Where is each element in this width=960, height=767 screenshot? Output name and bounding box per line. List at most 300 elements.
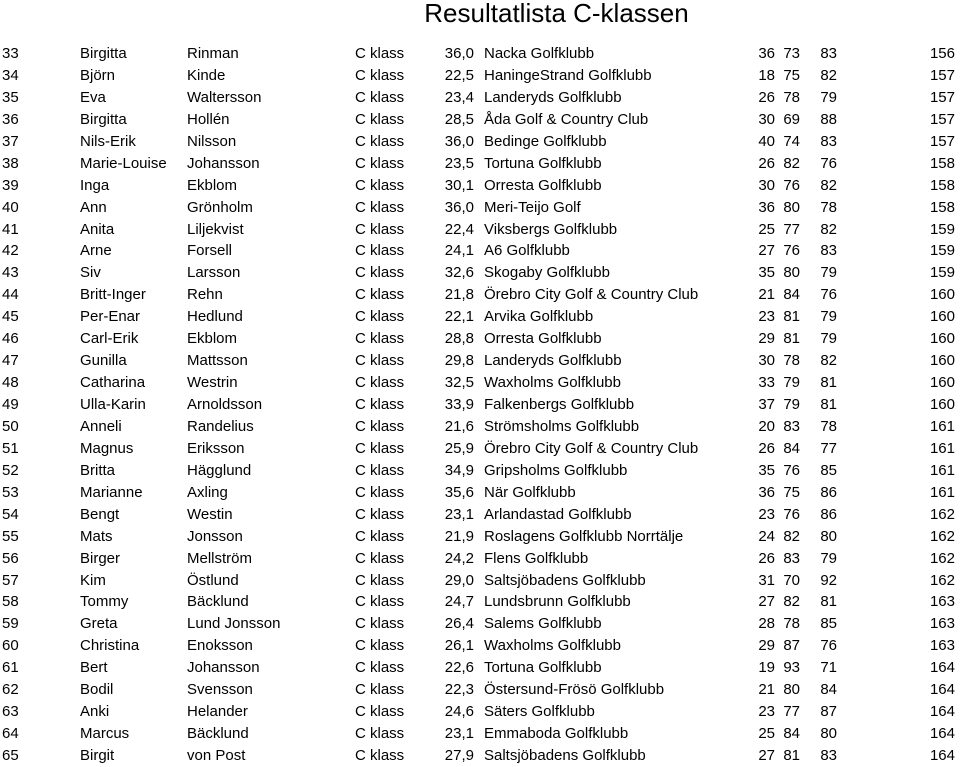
table-row (0, 416, 960, 438)
handicap-cell: 32,6 (444, 264, 474, 282)
table-row (0, 65, 960, 87)
score-3-cell: 84 (820, 681, 837, 699)
last-name-cell: Waltersson (187, 88, 262, 106)
score-2-cell: 78 (783, 615, 800, 633)
club-cell: Falkenbergs Golfklubb (484, 396, 635, 413)
score-2-cell: 87 (783, 637, 800, 655)
placement-cell: 65 (2, 747, 19, 764)
club-cell: Nacka Golfklubb (484, 45, 595, 62)
last-name-cell: Westin (187, 505, 233, 523)
score-2-cell: 76 (783, 505, 800, 523)
club-cell: Arvika Golfklubb (484, 308, 594, 326)
handicap-cell: 34,9 (444, 461, 474, 479)
class-cell: C klass (355, 703, 405, 721)
score-1-cell: 28 (758, 615, 775, 633)
score-1-cell: 31 (758, 571, 775, 589)
class-cell: C klass (355, 88, 405, 106)
score-2-cell: 78 (783, 88, 800, 106)
class-cell: C klass (355, 439, 405, 457)
score-1-cell: 30 (758, 176, 775, 194)
total-cell: 161 (929, 439, 955, 457)
first-name-cell: Birgitta (80, 110, 127, 128)
score-1-cell: 24 (758, 527, 775, 545)
handicap-cell: 22,3 (444, 681, 474, 699)
class-cell: C klass (355, 198, 405, 216)
class-cell: C klass (355, 681, 405, 699)
score-1-cell: 27 (758, 593, 775, 611)
handicap-cell: 36,0 (444, 132, 474, 150)
class-cell: C klass (355, 176, 405, 194)
placement-cell: 53 (2, 483, 19, 501)
first-name-cell: Eva (80, 88, 106, 106)
first-name-cell: Britt-Inger (80, 286, 146, 304)
table-row (0, 745, 960, 767)
score-3-cell: 71 (820, 659, 837, 677)
score-3-cell: 76 (820, 154, 837, 172)
score-3-cell: 78 (820, 198, 837, 216)
placement-cell: 55 (2, 527, 19, 545)
placement-cell: 40 (2, 198, 19, 216)
table-row (0, 197, 960, 219)
club-cell: Viksbergs Golfklubb (484, 220, 618, 238)
score-2-cell: 82 (783, 527, 800, 545)
last-name-cell: Mattsson (187, 352, 248, 370)
total-cell: 164 (929, 659, 955, 677)
score-3-cell: 77 (820, 439, 837, 457)
table-row (0, 613, 960, 635)
first-name-cell: Carl-Erik (80, 330, 139, 348)
score-3-cell: 80 (820, 527, 837, 545)
score-2-cell: 70 (783, 571, 800, 589)
total-cell: 157 (929, 132, 955, 150)
last-name-cell: Mellström (187, 549, 253, 567)
handicap-cell: 23,4 (444, 88, 474, 106)
last-name-cell: von Post (187, 747, 246, 764)
class-cell: C klass (355, 132, 405, 150)
club-cell: Orresta Golfklubb (484, 176, 602, 194)
club-cell: Örebro City Golf & Country Club (484, 439, 699, 457)
table-row (0, 284, 960, 306)
score-2-cell: 77 (783, 220, 800, 238)
last-name-cell: Jonsson (187, 527, 243, 545)
club-cell: Landeryds Golfklubb (484, 352, 622, 370)
score-2-cell: 82 (783, 593, 800, 611)
first-name-cell: Marie-Louise (80, 154, 167, 172)
table-row (0, 109, 960, 131)
club-cell: Tortuna Golfklubb (484, 154, 602, 172)
score-3-cell: 76 (820, 286, 837, 304)
score-2-cell: 77 (783, 703, 800, 721)
last-name-cell: Arnoldsson (187, 396, 263, 413)
handicap-cell: 30,1 (444, 176, 474, 194)
placement-cell: 43 (2, 264, 19, 282)
handicap-cell: 26,1 (444, 637, 474, 655)
score-3-cell: 92 (820, 571, 837, 589)
table-row (0, 87, 960, 109)
first-name-cell: Kim (80, 571, 106, 589)
first-name-cell: Birgit (80, 747, 115, 764)
total-cell: 162 (929, 549, 955, 567)
score-2-cell: 83 (783, 549, 800, 567)
handicap-cell: 36,0 (444, 198, 474, 216)
handicap-cell: 33,9 (444, 396, 474, 413)
club-cell: Salems Golfklubb (484, 615, 602, 633)
handicap-cell: 22,6 (444, 659, 474, 677)
class-cell: C klass (355, 593, 405, 611)
last-name-cell: Bäcklund (187, 725, 249, 743)
handicap-cell: 22,1 (444, 308, 474, 326)
class-cell: C klass (355, 110, 405, 128)
total-cell: 159 (929, 242, 955, 260)
total-cell: 160 (929, 286, 955, 304)
score-3-cell: 82 (820, 66, 837, 84)
total-cell: 157 (929, 66, 955, 84)
class-cell: C klass (355, 659, 405, 677)
placement-cell: 33 (2, 45, 19, 62)
placement-cell: 57 (2, 571, 19, 589)
class-cell: C klass (355, 308, 405, 326)
club-cell: Flens Golfklubb (484, 549, 589, 567)
first-name-cell: Bert (80, 659, 108, 677)
first-name-cell: Magnus (80, 439, 134, 457)
handicap-cell: 29,8 (444, 352, 474, 370)
score-3-cell: 79 (820, 330, 837, 348)
score-1-cell: 27 (758, 747, 775, 764)
table-row (0, 306, 960, 328)
score-2-cell: 84 (783, 286, 800, 304)
club-cell: Saltsjöbadens Golfklubb (484, 747, 646, 764)
first-name-cell: Anki (80, 703, 110, 721)
score-2-cell: 84 (783, 725, 800, 743)
last-name-cell: Westrin (187, 374, 238, 392)
score-3-cell: 85 (820, 615, 837, 633)
score-2-cell: 75 (783, 66, 800, 84)
total-cell: 157 (929, 110, 955, 128)
score-2-cell: 69 (783, 110, 800, 128)
placement-cell: 63 (2, 703, 19, 721)
class-cell: C klass (355, 45, 405, 62)
placement-cell: 35 (2, 88, 19, 106)
total-cell: 164 (929, 703, 955, 721)
score-1-cell: 23 (758, 308, 775, 326)
handicap-cell: 28,8 (444, 330, 474, 348)
last-name-cell: Eriksson (187, 439, 245, 457)
score-3-cell: 86 (820, 505, 837, 523)
first-name-cell: Mats (80, 527, 113, 545)
class-cell: C klass (355, 352, 405, 370)
last-name-cell: Liljekvist (187, 220, 244, 238)
total-cell: 162 (929, 505, 955, 523)
class-cell: C klass (355, 242, 405, 260)
score-3-cell: 78 (820, 417, 837, 435)
handicap-cell: 27,9 (444, 747, 474, 764)
club-cell: Meri-Teijo Golf (484, 198, 581, 216)
placement-cell: 60 (2, 637, 19, 655)
score-2-cell: 74 (783, 132, 800, 150)
score-3-cell: 83 (820, 132, 837, 150)
placement-cell: 50 (2, 417, 19, 435)
score-3-cell: 79 (820, 549, 837, 567)
score-1-cell: 36 (758, 45, 775, 62)
placement-cell: 41 (2, 220, 19, 238)
class-cell: C klass (355, 549, 405, 567)
table-row (0, 240, 960, 262)
handicap-cell: 23,1 (444, 505, 474, 523)
score-2-cell: 78 (783, 352, 800, 370)
class-cell: C klass (355, 571, 405, 589)
score-1-cell: 40 (758, 132, 775, 150)
table-row (0, 153, 960, 175)
club-cell: A6 Golfklubb (484, 242, 570, 260)
placement-cell: 38 (2, 154, 19, 172)
last-name-cell: Hägglund (187, 461, 252, 479)
score-1-cell: 25 (758, 725, 775, 743)
class-cell: C klass (355, 527, 405, 545)
handicap-cell: 21,9 (444, 527, 474, 545)
club-cell: Arlandastad Golfklubb (484, 505, 632, 523)
table-row (0, 635, 960, 657)
club-cell: Gripsholms Golfklubb (484, 461, 628, 479)
table-row (0, 701, 960, 723)
score-2-cell: 80 (783, 681, 800, 699)
first-name-cell: Bodil (80, 681, 114, 699)
score-3-cell: 79 (820, 88, 837, 106)
table-row (0, 548, 960, 570)
placement-cell: 59 (2, 615, 19, 633)
score-2-cell: 80 (783, 198, 800, 216)
placement-cell: 49 (2, 396, 19, 413)
club-cell: Saltsjöbadens Golfklubb (484, 571, 646, 589)
score-2-cell: 76 (783, 461, 800, 479)
score-3-cell: 81 (820, 374, 837, 392)
score-1-cell: 20 (758, 417, 775, 435)
last-name-cell: Forsell (187, 242, 233, 260)
last-name-cell: Ekblom (187, 330, 238, 348)
first-name-cell: Siv (80, 264, 101, 282)
handicap-cell: 24,1 (444, 242, 474, 260)
table-row (0, 175, 960, 197)
table-row (0, 504, 960, 526)
placement-cell: 47 (2, 352, 19, 370)
first-name-cell: Björn (80, 66, 116, 84)
club-cell: Roslagens Golfklubb Norrtälje (484, 527, 684, 545)
last-name-cell: Hedlund (187, 308, 243, 326)
handicap-cell: 21,6 (444, 417, 474, 435)
score-1-cell: 37 (758, 396, 775, 413)
first-name-cell: Greta (80, 615, 118, 633)
club-cell: Waxholms Golfklubb (484, 637, 621, 655)
table-row (0, 438, 960, 460)
table-row (0, 131, 960, 153)
first-name-cell: Birger (80, 549, 121, 567)
placement-cell: 61 (2, 659, 19, 677)
first-name-cell: Per-Enar (80, 308, 141, 326)
score-2-cell: 79 (783, 396, 800, 413)
club-cell: Lundsbrunn Golfklubb (484, 593, 631, 611)
total-cell: 162 (929, 571, 955, 589)
score-1-cell: 29 (758, 330, 775, 348)
table-row (0, 723, 960, 745)
placement-cell: 45 (2, 308, 19, 326)
last-name-cell: Helander (187, 703, 248, 721)
last-name-cell: Randelius (187, 417, 254, 435)
total-cell: 161 (929, 461, 955, 479)
handicap-cell: 24,2 (444, 549, 474, 567)
first-name-cell: Catharina (80, 374, 146, 392)
class-cell: C klass (355, 615, 405, 633)
first-name-cell: Gunilla (80, 352, 127, 370)
first-name-cell: Christina (80, 637, 140, 655)
table-row (0, 482, 960, 504)
club-cell: Skogaby Golfklubb (484, 264, 610, 282)
total-cell: 163 (929, 593, 955, 611)
handicap-cell: 23,5 (444, 154, 474, 172)
club-cell: Strömsholms Golfklubb (484, 417, 640, 435)
club-cell: Emmaboda Golfklubb (484, 725, 629, 743)
score-3-cell: 82 (820, 220, 837, 238)
score-2-cell: 79 (783, 374, 800, 392)
score-1-cell: 26 (758, 88, 775, 106)
score-3-cell: 82 (820, 352, 837, 370)
handicap-cell: 22,4 (444, 220, 474, 238)
score-2-cell: 80 (783, 264, 800, 282)
first-name-cell: Inga (80, 176, 110, 194)
last-name-cell: Johansson (187, 659, 260, 677)
placement-cell: 42 (2, 242, 19, 260)
class-cell: C klass (355, 747, 405, 764)
handicap-cell: 23,1 (444, 725, 474, 743)
score-1-cell: 35 (758, 264, 775, 282)
table-row (0, 679, 960, 701)
club-cell: Säters Golfklubb (484, 703, 595, 721)
score-1-cell: 26 (758, 549, 775, 567)
club-cell: Örebro City Golf & Country Club (484, 286, 699, 304)
placement-cell: 52 (2, 461, 19, 479)
score-1-cell: 36 (758, 483, 775, 501)
table-row (0, 657, 960, 679)
score-2-cell: 76 (783, 176, 800, 194)
score-3-cell: 83 (820, 242, 837, 260)
score-1-cell: 23 (758, 505, 775, 523)
total-cell: 161 (929, 417, 955, 435)
score-2-cell: 81 (783, 747, 800, 764)
score-3-cell: 81 (820, 396, 837, 413)
first-name-cell: Bengt (80, 505, 120, 523)
last-name-cell: Kinde (187, 66, 226, 84)
table-row (0, 328, 960, 350)
table-row (0, 43, 960, 65)
placement-cell: 34 (2, 66, 19, 84)
placement-cell: 36 (2, 110, 19, 128)
placement-cell: 62 (2, 681, 19, 699)
class-cell: C klass (355, 286, 405, 304)
score-3-cell: 80 (820, 725, 837, 743)
last-name-cell: Rehn (187, 286, 223, 304)
score-2-cell: 81 (783, 330, 800, 348)
score-1-cell: 25 (758, 220, 775, 238)
last-name-cell: Bäcklund (187, 593, 249, 611)
class-cell: C klass (355, 505, 405, 523)
score-2-cell: 73 (783, 45, 800, 62)
total-cell: 160 (929, 374, 955, 392)
club-cell: Orresta Golfklubb (484, 330, 602, 348)
first-name-cell: Ulla-Karin (80, 396, 146, 413)
last-name-cell: Larsson (187, 264, 241, 282)
handicap-cell: 24,7 (444, 593, 474, 611)
club-cell: Tortuna Golfklubb (484, 659, 602, 677)
first-name-cell: Tommy (80, 593, 129, 611)
score-3-cell: 87 (820, 703, 837, 721)
placement-cell: 48 (2, 374, 19, 392)
score-2-cell: 75 (783, 483, 800, 501)
score-2-cell: 84 (783, 439, 800, 457)
score-3-cell: 83 (820, 747, 837, 764)
score-3-cell: 81 (820, 593, 837, 611)
first-name-cell: Britta (80, 461, 116, 479)
last-name-cell: Nilsson (187, 132, 237, 150)
handicap-cell: 28,5 (444, 110, 474, 128)
total-cell: 157 (929, 88, 955, 106)
score-1-cell: 33 (758, 374, 775, 392)
club-cell: Waxholms Golfklubb (484, 374, 621, 392)
total-cell: 160 (929, 330, 955, 348)
results-table (0, 43, 960, 767)
page-title: Resultatlista C-klassen (424, 0, 689, 28)
handicap-cell: 25,9 (444, 439, 474, 457)
last-name-cell: Östlund (187, 571, 239, 589)
club-cell: Landeryds Golfklubb (484, 88, 622, 106)
table-row (0, 526, 960, 548)
class-cell: C klass (355, 637, 405, 655)
total-cell: 164 (929, 747, 955, 764)
last-name-cell: Hollén (187, 110, 230, 128)
total-cell: 158 (929, 198, 955, 216)
total-cell: 163 (929, 615, 955, 633)
table-row (0, 394, 960, 416)
total-cell: 164 (929, 681, 955, 699)
total-cell: 159 (929, 220, 955, 238)
table-row (0, 372, 960, 394)
table-row (0, 262, 960, 284)
last-name-cell: Ekblom (187, 176, 238, 194)
first-name-cell: Marianne (80, 483, 143, 501)
score-2-cell: 93 (783, 659, 800, 677)
class-cell: C klass (355, 330, 405, 348)
table-row (0, 591, 960, 613)
table-row (0, 350, 960, 372)
class-cell: C klass (355, 725, 405, 743)
club-cell: När Golfklubb (484, 483, 576, 501)
score-1-cell: 21 (758, 681, 775, 699)
handicap-cell: 26,4 (444, 615, 474, 633)
table-row (0, 219, 960, 241)
table-row (0, 460, 960, 482)
first-name-cell: Anneli (80, 417, 122, 435)
first-name-cell: Marcus (80, 725, 130, 743)
total-cell: 160 (929, 308, 955, 326)
class-cell: C klass (355, 220, 405, 238)
first-name-cell: Ann (80, 198, 107, 216)
club-cell: Östersund-Frösö Golfklubb (484, 681, 665, 699)
placement-cell: 56 (2, 549, 19, 567)
score-1-cell: 30 (758, 352, 775, 370)
total-cell: 163 (929, 637, 955, 655)
first-name-cell: Nils-Erik (80, 132, 136, 150)
total-cell: 164 (929, 725, 955, 743)
last-name-cell: Enoksson (187, 637, 253, 655)
score-1-cell: 30 (758, 110, 775, 128)
handicap-cell: 21,8 (444, 286, 474, 304)
